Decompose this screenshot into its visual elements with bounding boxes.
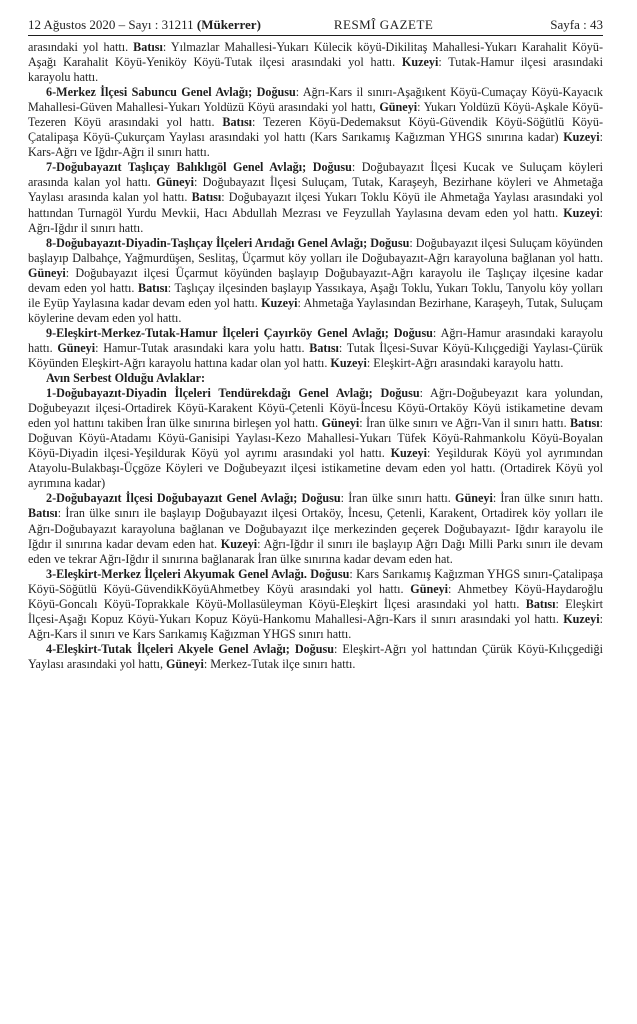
text-run: : Yılmazlar Mahallesi-Yukarı Külecik köyü-Dikilitaş Mahallesi-Yukarı Karahalit Köyü-Aşağı Karahalit Köyü-Yeniköy Köyü-Tutak ilçesi arasındaki yol hattı. [28, 40, 603, 70]
bold-run: Batısı [569, 416, 600, 431]
text-run: : Doğubayazıt ilçesi Yukarı Toklu Köyü ile Ahmetağa Yaylası arasındaki yol hattından Turnagöl Yurdu Mevkii, Hacı Abdullah Mezrası ve Feyzullah Yaylasına devam eden yol hattı. [28, 190, 603, 220]
paragraph [28, 160, 603, 235]
text-run: : İran ülke sınırı ve Ağrı-Van il sınırı hattı. [359, 416, 570, 431]
document-body [28, 40, 603, 672]
text-run: : Eleşkirt-Ağrı arasındaki karayolu hattı. [366, 355, 564, 370]
page-header [28, 17, 603, 36]
bold-run: Batısı [133, 40, 163, 54]
paragraph [28, 326, 603, 371]
bold-run: Güneyi [410, 581, 449, 596]
text-run: : Ağrı-Hamur arasındaki karayolu hattı. [28, 325, 603, 355]
bold-run: Güneyi [321, 416, 360, 431]
bold-run: Kuzeyi [390, 446, 427, 461]
bold-run: 6-Merkez İlçesi Sabuncu Genel Avlağı; Doğusu [46, 85, 296, 100]
bold-run: 7-Doğubayazıt Taşlıçay Balıklıgöl Genel Avlağı; Doğusu [46, 160, 352, 175]
text-run: : Tutak-Hamur ilçesi arasındaki karayolu hattı. [28, 55, 603, 85]
text-run: : Ağrı-Kars il sınırı-Aşağıkent Köyü-Cumaçay Köyü-Kayacık Mahallesi-Güven Mahallesi-Yukarı Yoldüzü Köyü arasındaki yol hattı, [28, 85, 603, 115]
text-run: : Ağrı-Iğdır il sınırı hattı. [28, 205, 603, 235]
bold-run: Güneyi [166, 656, 204, 671]
text-run: : Doğubayazıt İlçesi Kucak ve Suluçam köyleri arasında kalan yol hattı. [28, 160, 603, 190]
issue-date: 12 Ağustos 2020 – Sayı : 31211 [28, 17, 194, 32]
paragraph [28, 40, 603, 85]
paragraph [28, 85, 603, 160]
text-run: : Taşlıçay ilçesinden başlayıp Yassıkaya, Aşağı Toklu, Yukarı Toklu, Tanyolu köy yolları ile Eyüp Yaylasına kadar devam eden yol hattı. [28, 280, 604, 310]
bold-run: Batısı [138, 280, 168, 295]
bold-run: Kuzeyi [563, 130, 600, 145]
paragraph [28, 236, 603, 326]
bold-run: Batısı [525, 596, 556, 611]
text-run: : Ahmetağa Yaylasından Bezirhane, Karaşeyh, Tutak, Suluçam köylerine devam eden yol hattı. [28, 295, 603, 325]
bold-run: 2-Doğubayazıt İlçesi Doğubayazıt Genel Avlağı; Doğusu [46, 491, 341, 506]
paragraph [28, 371, 603, 386]
text-run: : Eleşkirt-Ağrı yol hattından Çürük Köyü-Kılıçgediği Yaylası arasındaki yol hattı, [28, 641, 604, 671]
text-run: : Doğuvan Köyü-Atadamı Köyü-Ganisipi Yaylası-Kezo Mahallesi-Yukarı Tüfek Köyü-Rahmankolu Köyü-Boyalan Köyü-Diyadin ilçesi-Yeşildurak Köyü yol ayrımı arasındaki yol hattı. [28, 416, 603, 461]
bold-run: Batısı [191, 190, 222, 205]
bold-run: Batısı [309, 340, 339, 355]
text-run: : Tutak İlçesi-Suvar Köyü-Kılıçgediği Yaylası-Çürük Köyünden Eleşkirt-Ağrı karayolu hattına kadar olan yol hattı. [28, 340, 603, 370]
bold-run: 3-Eleşkirt-Merkez İlçeleri Akyumak Genel Avlağı. Doğusu [46, 566, 350, 581]
bold-run: Güneyi [455, 491, 493, 506]
text-run: : Ağrı-Doğubeyazıt kara yolundan, Doğubeyazıt ilçesi-Ortadirek Köyü-Karakent Köyü-Çetenli Köyü-İncesu Köyü-Ortaköy Köyü istikametine devam eden yol hattını takiben İran ülke sınırına birleşen yol hattı. [28, 386, 604, 431]
bold-run: Güneyi [156, 175, 194, 190]
text-run: : Eleşkirt İlçesi-Aşağı Kopuz Köyü-Yukarı Kopuz Köyü-Hankomu Mahallesi-Ağrı-Kars il sınırı arasındaki yol hattı. [28, 596, 603, 626]
text-run: : İran ülke sınırı hattı. [340, 491, 456, 506]
text-run: : Tezeren Köyü-Dedemaksut Köyü-Güvendik Köyü-Söğütlü Köyü-Çatalipaşa Köyü-Çukurçam Yaylası arasındaki yol hattı (Kars Sarıkamış Kağızman YHGS sınırına kadar) [28, 115, 603, 145]
bold-run: Kuzeyi [261, 295, 298, 310]
bold-run: Batısı [28, 506, 58, 521]
bold-run: Güneyi [57, 340, 96, 355]
text-run: arasındaki yol hattı. [28, 40, 134, 54]
paragraph [28, 567, 603, 642]
paragraph [28, 386, 603, 491]
bold-run: 9-Eleşkirt-Merkez-Tutak-Hamur İlçeleri Çayırköy Genel Avlağı; Doğusu [46, 325, 433, 340]
bold-run: Batısı [222, 115, 253, 130]
text-run: : Kars Sarıkamış Kağızman YHGS sınırı-Çatalipaşa Köyü-Söğütlü Köyü-GüvendikKöyüAhmetbey Köyü arasındaki yol hattı. [28, 566, 603, 596]
text-run: : Ahmetbey Köyü-Haydaroğlu Köyü-Goncalı Köyü-Toprakkale Köyü-Mollasüleyman Köyü-Eleşkirt İlçesi arasındaki yol hattı. [28, 581, 603, 611]
bold-run: Kuzeyi [330, 355, 367, 370]
gazette-title: RESMÎ GAZETE [333, 17, 434, 32]
paragraph [28, 491, 603, 566]
bold-run: Kuzeyi [563, 205, 600, 220]
text-run: : Doğubayazıt ilçesi Suluçam köyünden başlayıp Dalbahçe, Yağmurdüşen, Seslitaş, Üçarmut köy yolları ile Doğubayazıt-Ağrı karayoluna bağlanan yol hattı. [28, 235, 603, 265]
text-run: : Ağrı-Iğdır il sınırı ile başlayıp Ağrı Dağı Milli Parkı sınırı ile devam eden ve tekrar Ağrı-Iğdır il sınırına bağlanarak İran ülke sınırına kadar devam eden hat. [28, 536, 603, 566]
text-run: : Merkez-Tutak ilçe sınırı hattı. [203, 656, 356, 671]
mukerrer-label: (Mükerrer) [196, 17, 261, 32]
bold-run: Kuzeyi [220, 536, 258, 551]
text-run: : Yeşildurak Köyü yol ayrımından Atayolu-Bulakbaşı-Üçgöze Köyleri ve Doğubeyazıt ilçesi istikametine devam eden yol hattı. (Ortadirek Köyü yol ayrımına kadar) [28, 446, 603, 491]
text-run: : Doğubayazıt İlçesi Suluçam, Tutak, Karaşeyh, Bezirhane köyleri ve Ahmetağa Yaylası arasında kalan yol hattı. [28, 175, 603, 205]
issue-info [28, 17, 261, 33]
bold-run: Kuzeyi [563, 611, 600, 626]
bold-run: 1-Doğubayazıt-Diyadin İlçeleri Tendürekdağı Genel Avlağı; Doğusu [46, 386, 420, 401]
text-run: : Yukarı Yoldüzü Köyü-Aşkale Köyü-Tezeren Köyü arasındaki yol hattı. [28, 100, 603, 130]
text-run: : Hamur-Tutak arasındaki kara yolu hattı. [95, 340, 310, 355]
bold-run: 8-Doğubayazıt-Diyadin-Taşlıçay İlçeleri Arıdağı Genel Avlağı; Doğusu [46, 235, 410, 250]
text-run: : Ağrı-Kars il sınırı ve Kars Sarıkamış Kağızman YHGS sınırı hattı. [28, 611, 603, 641]
text-run: : İran ülke sınırı ile başlayıp Doğubayazıt ilçesi Ortaköy, İncesu, Çetenli, Karakent, Ortadirek köy yolları ile Ağrı-Doğubayazıt karayoluna bağlanan ve Doğubayazıt ilçe merkezinden geçerek Doğubayazıt- Iğdır karayolu ile Iğdır il sınırına kadar devam eden hat. [28, 506, 603, 551]
text-run: : Kars-Ağrı ve Iğdır-Ağrı il sınırı hattı. [28, 130, 603, 160]
bold-run: Güneyi [28, 265, 66, 280]
bold-run: Kuzeyi [401, 55, 439, 70]
text-run: : Doğubayazıt ilçesi Üçarmut köyünden başlayıp Doğubayazıt-Ağrı karayolu ile Taşlıçay ilçesine kadar devam eden yol hattı. [28, 265, 603, 295]
text-run: : İran ülke sınırı hattı. [492, 491, 604, 506]
paragraph [28, 642, 603, 672]
bold-run: 4-Eleşkirt-Tutak İlçeleri Akyele Genel Avlağı; Doğusu [46, 641, 334, 656]
bold-run: Avın Serbest Olduğu Avlaklar: [46, 371, 206, 386]
bold-run: Güneyi [379, 100, 418, 115]
page-number: Sayfa : 43 [550, 17, 603, 32]
